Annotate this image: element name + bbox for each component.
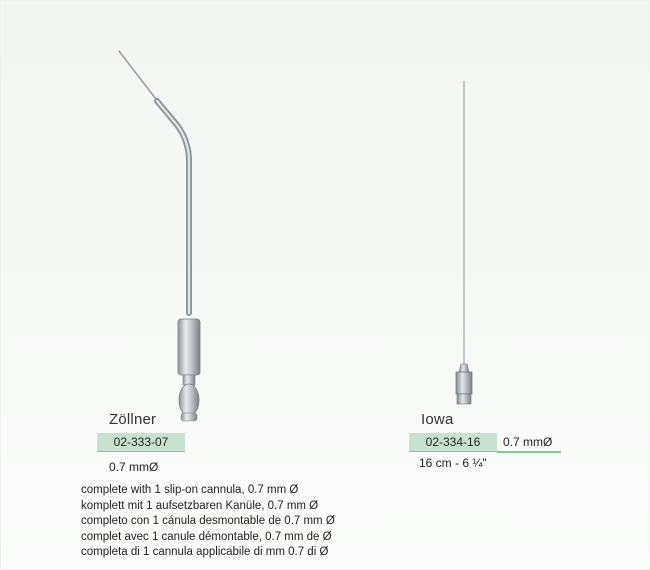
description-line-en: complete with 1 slip-on cannula, 0.7 mm Ø [81,484,299,496]
iowa-title: Iowa [421,411,454,428]
iowa-size-underline [497,451,561,453]
zollner-title: Zöllner [109,411,157,428]
description-line-it: completa di 1 cannula applicabile di mm 0.7 di Ø [81,546,329,559]
iowa-size: 0.7 mmØ [503,435,553,449]
description-line-es: completo con 1 cánula desmontable de 0.7 mm Ø [81,515,335,528]
description-line-de: komplett mit 1 aufsetzbaren Kanüle, 0.7 mm Ø [81,499,319,512]
description-line-fr: complet avec 1 canule démontable, 0.7 mm de Ø [81,530,332,543]
zollner-instrument-image [101,41,221,431]
description-block [81,483,335,561]
iowa-instrument-image [446,76,486,416]
zollner-size: 0.7 mmØ [109,460,159,474]
zollner-article-code: 02-333-07 [97,433,185,452]
iowa-length: 16 cm - 6 ¼" [419,456,487,470]
iowa-article-code: 02-334-16 [409,433,497,452]
